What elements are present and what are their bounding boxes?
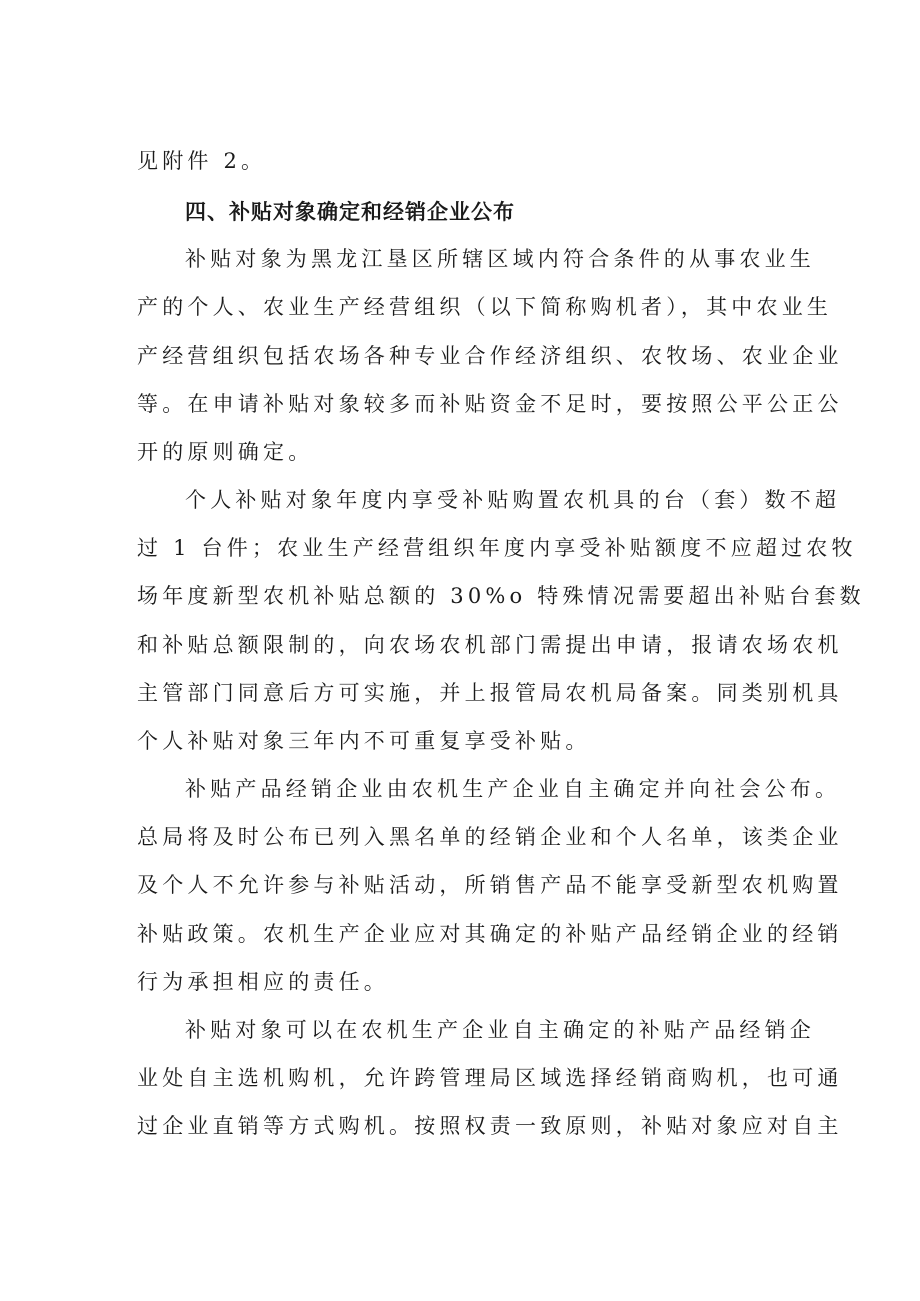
paragraph-line: 主管部门同意后方可实施，并上报管局农机局备案。同类别机具 (137, 681, 843, 705)
paragraph-line: 补贴政策。农机生产企业应对其确定的补贴产品经销企业的经销 (137, 922, 843, 946)
paragraph-line: 业处自主选机购机，允许跨管理局区域选择经销商购机，也可通 (137, 1066, 843, 1090)
paragraph-line: 过 1 台件；农业生产经营组织年度内享受补贴额度不应超过农牧 (137, 536, 857, 560)
paragraph-line: 行为承担相应的责任。 (137, 970, 389, 994)
paragraph-line: 补贴产品经销企业由农机生产企业自主确定并向社会公布。 (185, 777, 841, 801)
paragraph-line: 场年度新型农机补贴总额的 30%o 特殊情况需要超出补贴台套数 (137, 584, 865, 608)
paragraph-line: 及个人不允许参与补贴活动，所销售产品不能享受新型农机购置 (137, 873, 843, 897)
paragraph-line: 个人补贴对象年度内享受补贴购置农机具的台（套）数不超 (185, 488, 841, 512)
paragraph-line: 总局将及时公布已列入黑名单的经销企业和个人名单，该类企业 (137, 825, 843, 849)
paragraph-line: 开的原则确定。 (137, 440, 314, 464)
paragraph-line: 见附件 2。 (137, 149, 267, 173)
paragraph-line: 补贴对象为黑龙江垦区所辖区域内符合条件的从事农业生 (185, 247, 815, 271)
paragraph-line: 产的个人、农业生产经营组织（以下简称购机者），其中农业生 (137, 295, 833, 319)
paragraph-line: 过企业直销等方式购机。按照权责一致原则，补贴对象应对自主 (137, 1114, 843, 1138)
paragraph-line: 产经营组织包括农场各种专业合作经济组织、农牧场、农业企业 (137, 344, 843, 368)
paragraph-line: 个人补贴对象三年内不可重复享受补贴。 (137, 729, 591, 753)
paragraph-line: 补贴对象可以在农机生产企业自主确定的补贴产品经销企 (185, 1018, 815, 1042)
section-heading: 四、补贴对象确定和经销企业公布 (185, 200, 515, 224)
paragraph-line: 和补贴总额限制的，向农场农机部门需提出申请，报请农场农机 (137, 633, 843, 657)
paragraph-line: 等。在申请补贴对象较多而补贴资金不足时，要按照公平公正公 (137, 392, 843, 416)
